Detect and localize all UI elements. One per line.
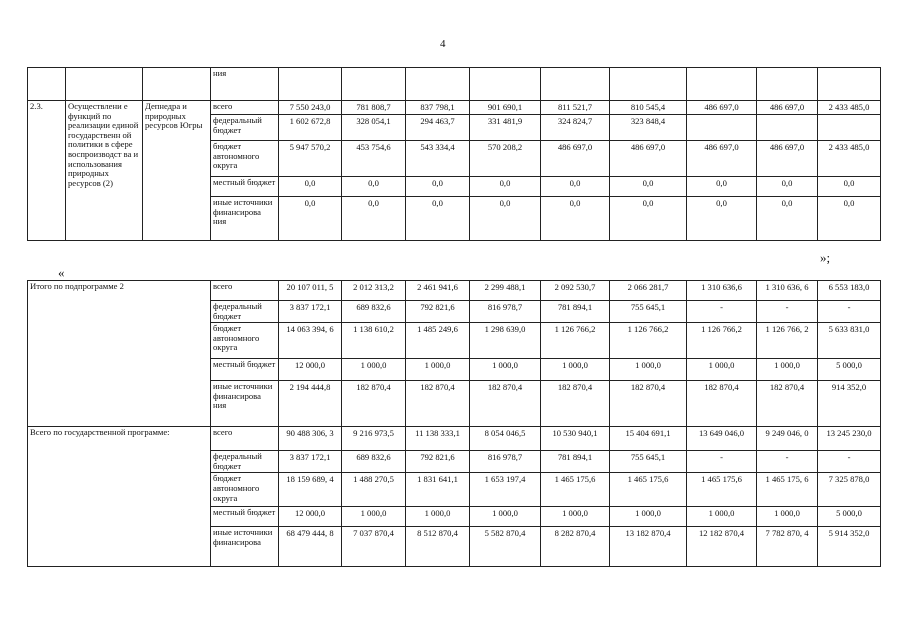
- value-cell: 1 126 766,2: [687, 323, 757, 359]
- cell-empty: [279, 68, 342, 101]
- source-label: иные источники финансирова: [211, 527, 279, 567]
- value-cell: 12 000,0: [279, 507, 342, 527]
- value-cell: 486 697,0: [757, 141, 818, 177]
- value-cell: 453 754,6: [342, 141, 406, 177]
- cell-empty: [66, 68, 143, 101]
- value-cell: 182 870,4: [342, 381, 406, 427]
- value-cell: 331 481,9: [470, 115, 541, 141]
- value-cell: 755 645,1: [610, 451, 687, 473]
- value-cell: 12 182 870,4: [687, 527, 757, 567]
- source-label: бюджет автономного округа: [211, 473, 279, 507]
- value-cell: 1 465 175,6: [610, 473, 687, 507]
- value-cell: 182 870,4: [470, 381, 541, 427]
- value-cell: 2 012 313,2: [342, 281, 406, 301]
- value-cell: 0,0: [279, 197, 342, 241]
- value-cell: 792 821,6: [406, 451, 470, 473]
- value-cell: 1 465 175,6: [687, 473, 757, 507]
- value-cell: 1 000,0: [541, 507, 610, 527]
- value-cell: 816 978,7: [470, 301, 541, 323]
- value-cell: 10 530 940,1: [541, 427, 610, 451]
- source-label: местный бюджет: [211, 359, 279, 381]
- source-label: федеральный бюджет: [211, 451, 279, 473]
- row-number: 2.3.: [28, 101, 66, 241]
- value-cell: 2 299 488,1: [470, 281, 541, 301]
- value-cell: 182 870,4: [757, 381, 818, 427]
- opening-quote-mark: «: [58, 265, 65, 280]
- value-cell: 5 947 570,2: [279, 141, 342, 177]
- value-cell: -: [687, 451, 757, 473]
- cell-empty: [687, 68, 757, 101]
- value-cell: 7 325 878,0: [818, 473, 881, 507]
- value-cell: 1 465 175, 6: [757, 473, 818, 507]
- value-cell: 486 697,0: [757, 101, 818, 115]
- value-cell: 0,0: [279, 177, 342, 197]
- value-cell: 294 463,7: [406, 115, 470, 141]
- value-cell: [818, 115, 881, 141]
- value-cell: [757, 115, 818, 141]
- value-cell: [687, 115, 757, 141]
- value-cell: 755 645,1: [610, 301, 687, 323]
- value-cell: 1 653 197,4: [470, 473, 541, 507]
- value-cell: 486 697,0: [687, 141, 757, 177]
- value-cell: 7 037 870,4: [342, 527, 406, 567]
- value-cell: 810 545,4: [610, 101, 687, 115]
- value-cell: 1 000,0: [470, 507, 541, 527]
- value-cell: 182 870,4: [406, 381, 470, 427]
- cell-empty: [470, 68, 541, 101]
- value-cell: 1 000,0: [687, 507, 757, 527]
- value-cell: 0,0: [406, 177, 470, 197]
- value-cell: 6 553 183,0: [818, 281, 881, 301]
- source-label: федеральный бюджет: [211, 301, 279, 323]
- value-cell: 1 000,0: [406, 507, 470, 527]
- value-cell: 543 334,4: [406, 141, 470, 177]
- value-cell: 781 894,1: [541, 451, 610, 473]
- activity-name: Осуществлени е функций по реализации единой государственн ой политики в сфере воспроизводст ва и использования природных ресурсов (2): [66, 101, 143, 241]
- cell-empty: [818, 68, 881, 101]
- value-cell: 8 054 046,5: [470, 427, 541, 451]
- value-cell: 816 978,7: [470, 451, 541, 473]
- value-cell: 11 138 333,1: [406, 427, 470, 451]
- value-cell: 1 126 766, 2: [757, 323, 818, 359]
- value-cell: 1 000,0: [406, 359, 470, 381]
- value-cell: 324 824,7: [541, 115, 610, 141]
- value-cell: 9 216 973,5: [342, 427, 406, 451]
- value-cell: -: [757, 301, 818, 323]
- value-cell: 8 282 870,4: [541, 527, 610, 567]
- source-label: всего: [211, 101, 279, 115]
- executor-name: Депнедра и природных ресурсов Югры: [143, 101, 211, 241]
- value-cell: 323 848,4: [610, 115, 687, 141]
- value-cell: 0,0: [470, 177, 541, 197]
- total-title: Всего по государственной программе:: [28, 427, 211, 567]
- source-label: местный бюджет: [211, 177, 279, 197]
- value-cell: 1 310 636, 6: [757, 281, 818, 301]
- value-cell: 1 126 766,2: [541, 323, 610, 359]
- value-cell: -: [757, 451, 818, 473]
- value-cell: 7 550 243,0: [279, 101, 342, 115]
- closing-quote-mark: »;: [820, 250, 831, 265]
- value-cell: 5 633 831,0: [818, 323, 881, 359]
- value-cell: 182 870,4: [610, 381, 687, 427]
- totals-table: [27, 280, 881, 567]
- value-cell: 486 697,0: [687, 101, 757, 115]
- value-cell: 1 000,0: [610, 507, 687, 527]
- source-label: ния: [211, 68, 279, 101]
- value-cell: 182 870,4: [541, 381, 610, 427]
- value-cell: -: [818, 301, 881, 323]
- value-cell: 1 000,0: [541, 359, 610, 381]
- value-cell: 8 512 870,4: [406, 527, 470, 567]
- value-cell: 1 831 641,1: [406, 473, 470, 507]
- value-cell: 3 837 172,1: [279, 451, 342, 473]
- value-cell: 0,0: [541, 197, 610, 241]
- value-cell: 1 000,0: [687, 359, 757, 381]
- value-cell: 914 352,0: [818, 381, 881, 427]
- value-cell: 13 182 870,4: [610, 527, 687, 567]
- value-cell: 0,0: [757, 177, 818, 197]
- value-cell: 7 782 870, 4: [757, 527, 818, 567]
- value-cell: 0,0: [342, 177, 406, 197]
- value-cell: 1 000,0: [757, 359, 818, 381]
- program-table-continued: [27, 67, 881, 241]
- value-cell: 2 433 485,0: [818, 141, 881, 177]
- value-cell: 781 894,1: [541, 301, 610, 323]
- value-cell: 792 821,6: [406, 301, 470, 323]
- value-cell: 1 488 270,5: [342, 473, 406, 507]
- value-cell: 1 485 249,6: [406, 323, 470, 359]
- value-cell: 1 000,0: [757, 507, 818, 527]
- value-cell: 1 298 639,0: [470, 323, 541, 359]
- value-cell: 2 066 281,7: [610, 281, 687, 301]
- value-cell: 689 832,6: [342, 451, 406, 473]
- source-label: иные источники финансирова ния: [211, 197, 279, 241]
- continuation-row: [28, 68, 881, 101]
- value-cell: 0,0: [541, 177, 610, 197]
- cell-empty: [28, 68, 66, 101]
- page-number: 4: [440, 38, 446, 50]
- value-cell: 781 808,7: [342, 101, 406, 115]
- value-cell: 20 107 011, 5: [279, 281, 342, 301]
- value-cell: 0,0: [818, 197, 881, 241]
- value-cell: 68 479 444, 8: [279, 527, 342, 567]
- source-label: местный бюджет: [211, 507, 279, 527]
- value-cell: 486 697,0: [541, 141, 610, 177]
- value-cell: 182 870,4: [687, 381, 757, 427]
- value-cell: 9 249 046, 0: [757, 427, 818, 451]
- value-cell: 12 000,0: [279, 359, 342, 381]
- value-cell: 1 138 610,2: [342, 323, 406, 359]
- value-cell: 0,0: [470, 197, 541, 241]
- cell-empty: [757, 68, 818, 101]
- value-cell: 13 649 046,0: [687, 427, 757, 451]
- source-label: бюджет автономного округа: [211, 141, 279, 177]
- value-cell: 1 602 672,8: [279, 115, 342, 141]
- value-cell: 14 063 394, 6: [279, 323, 342, 359]
- value-cell: 1 310 636,6: [687, 281, 757, 301]
- value-cell: 15 404 691,1: [610, 427, 687, 451]
- source-label: всего: [211, 427, 279, 451]
- value-cell: 2 433 485,0: [818, 101, 881, 115]
- value-cell: -: [818, 451, 881, 473]
- value-cell: 13 245 230,0: [818, 427, 881, 451]
- value-cell: 5 000,0: [818, 507, 881, 527]
- value-cell: 689 832,6: [342, 301, 406, 323]
- value-cell: 5 000,0: [818, 359, 881, 381]
- value-cell: 1 000,0: [470, 359, 541, 381]
- value-cell: 486 697,0: [610, 141, 687, 177]
- value-cell: 3 837 172,1: [279, 301, 342, 323]
- source-label: всего: [211, 281, 279, 301]
- cell-empty: [143, 68, 211, 101]
- value-cell: 2 092 530,7: [541, 281, 610, 301]
- cell-empty: [342, 68, 406, 101]
- table-row: [28, 281, 881, 301]
- value-cell: 0,0: [818, 177, 881, 197]
- cell-empty: [541, 68, 610, 101]
- value-cell: 5 914 352,0: [818, 527, 881, 567]
- value-cell: 1 000,0: [610, 359, 687, 381]
- cell-empty: [610, 68, 687, 101]
- table-row: [28, 101, 881, 115]
- value-cell: 1 126 766,2: [610, 323, 687, 359]
- value-cell: -: [687, 301, 757, 323]
- value-cell: 90 488 306, 3: [279, 427, 342, 451]
- value-cell: 1 000,0: [342, 359, 406, 381]
- value-cell: 5 582 870,4: [470, 527, 541, 567]
- value-cell: 0,0: [610, 177, 687, 197]
- value-cell: 18 159 689, 4: [279, 473, 342, 507]
- value-cell: 811 521,7: [541, 101, 610, 115]
- value-cell: 2 461 941,6: [406, 281, 470, 301]
- value-cell: 0,0: [610, 197, 687, 241]
- value-cell: 901 690,1: [470, 101, 541, 115]
- value-cell: 0,0: [406, 197, 470, 241]
- value-cell: 0,0: [687, 177, 757, 197]
- source-label: иные источники финансирова ния: [211, 381, 279, 427]
- value-cell: 0,0: [757, 197, 818, 241]
- value-cell: 0,0: [342, 197, 406, 241]
- value-cell: 1 465 175,6: [541, 473, 610, 507]
- value-cell: 0,0: [687, 197, 757, 241]
- source-label: бюджет автономного округа: [211, 323, 279, 359]
- value-cell: 837 798,1: [406, 101, 470, 115]
- table-row: [28, 427, 881, 451]
- value-cell: 570 208,2: [470, 141, 541, 177]
- value-cell: 328 054,1: [342, 115, 406, 141]
- value-cell: 2 194 444,8: [279, 381, 342, 427]
- source-label: федеральный бюджет: [211, 115, 279, 141]
- cell-empty: [406, 68, 470, 101]
- value-cell: 1 000,0: [342, 507, 406, 527]
- total-title: Итого по подпрограмме 2: [28, 281, 211, 427]
